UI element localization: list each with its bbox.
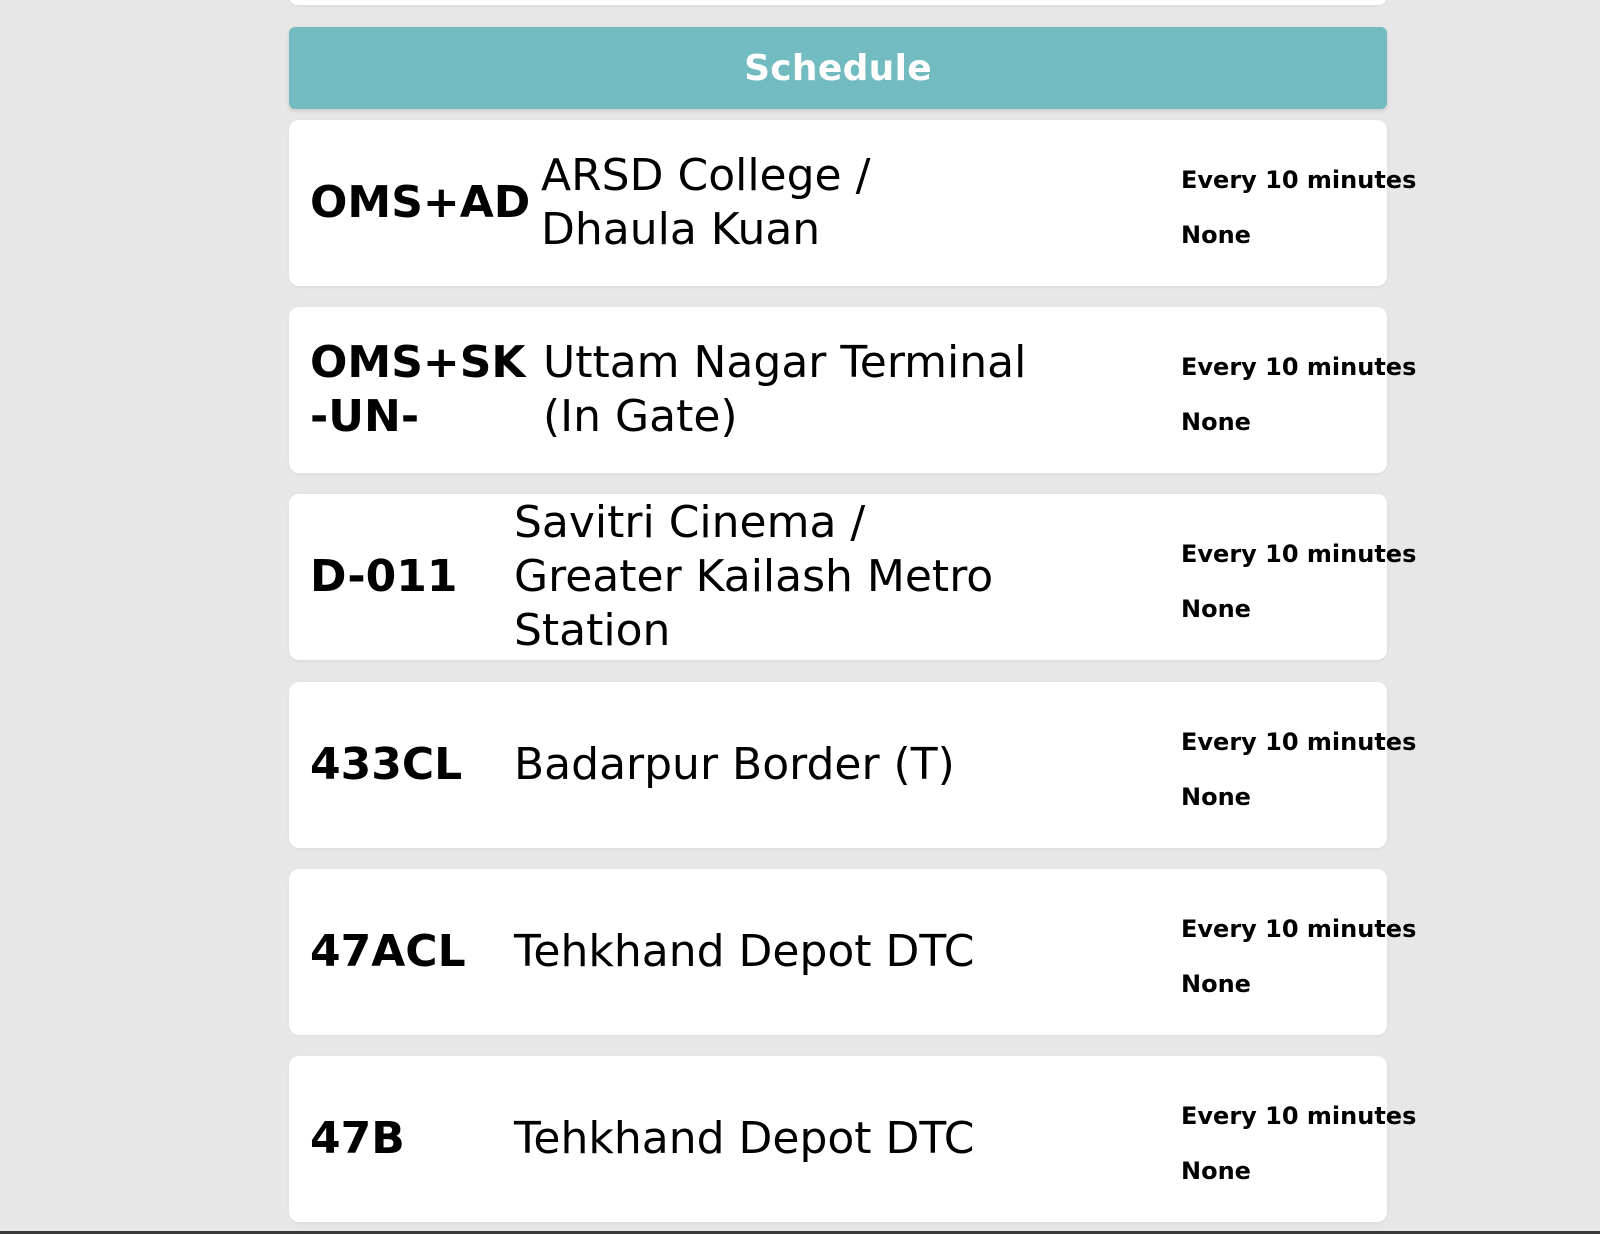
route-card[interactable] — [289, 120, 1417, 286]
route-extra-info: None — [1181, 970, 1251, 998]
route-frequency: Every 10 minutes — [1181, 540, 1417, 568]
route-frequency: Every 10 minutes — [1181, 1102, 1417, 1130]
route-number: 433CL — [310, 739, 463, 790]
route-card[interactable] — [289, 869, 1417, 1035]
route-card[interactable] — [289, 1056, 1417, 1222]
route-number: OMS+SK -UN- — [310, 337, 526, 442]
route-destination: Uttam Nagar Terminal (In Gate) — [543, 337, 1027, 442]
route-destination: ARSD College / Dhaula Kuan — [541, 150, 871, 255]
route-card[interactable] — [289, 682, 1417, 848]
route-extra-info: None — [1181, 1157, 1251, 1185]
route-card[interactable] — [289, 494, 1417, 660]
route-frequency: Every 10 minutes — [1181, 915, 1417, 943]
schedule-header — [289, 27, 1387, 109]
route-frequency: Every 10 minutes — [1181, 353, 1417, 381]
route-number: 47B — [310, 1113, 405, 1164]
route-extra-info: None — [1181, 221, 1251, 249]
route-extra-info: None — [1181, 408, 1251, 436]
route-number: D-011 — [310, 551, 458, 602]
route-extra-info: None — [1181, 783, 1251, 811]
previous-card — [289, 0, 1387, 5]
route-number: OMS+AD — [310, 177, 531, 228]
route-number: 47ACL — [310, 926, 466, 977]
route-frequency: Every 10 minutes — [1181, 728, 1417, 756]
route-destination: Tehkhand Depot DTC — [514, 1113, 975, 1164]
route-card[interactable] — [289, 307, 1417, 473]
route-frequency: Every 10 minutes — [1181, 166, 1417, 194]
route-destination: Tehkhand Depot DTC — [514, 926, 975, 977]
route-extra-info: None — [1181, 595, 1251, 623]
route-destination: Savitri Cinema / Greater Kailash Metro Station — [514, 497, 994, 656]
route-destination: Badarpur Border (T) — [514, 739, 955, 790]
schedule-title: Schedule — [744, 47, 932, 89]
